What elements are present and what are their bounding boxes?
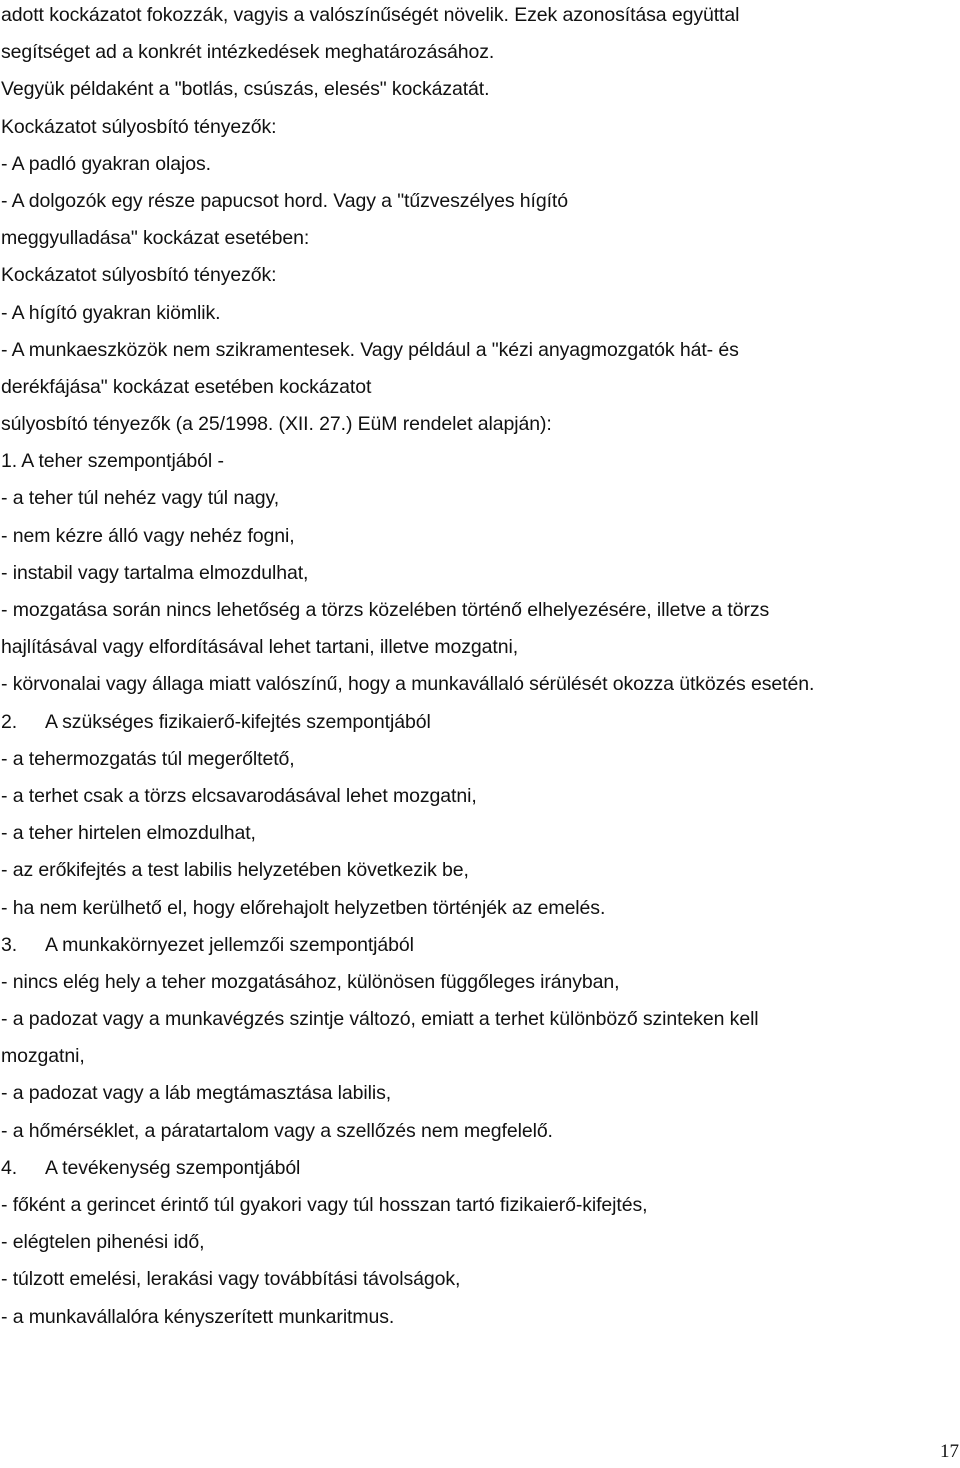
text-line: meggyulladása" kockázat esetében: (1, 227, 310, 250)
text-line: segítséget ad a konkrét intézkedések meghatározásához. (1, 41, 495, 64)
text-line: - nem kézre álló vagy nehéz fogni, (1, 524, 295, 547)
text-line: - körvonalai vagy állaga miatt valószínű, hogy a munkavállaló sérülését okozza ütközés esetén. (1, 673, 815, 696)
text-line: - instabil vagy tartalma elmozdulhat, (1, 561, 309, 584)
text-line: - A munkaeszközök nem szikramentesek. Vagy például a "kézi anyagmozgatók hát- és (1, 338, 739, 361)
text-line: Kockázatot súlyosbító tényezők: (1, 264, 277, 287)
text-line: - a munkavállalóra kényszerített munkaritmus. (1, 1305, 395, 1328)
section-heading-3 (1, 930, 959, 967)
section-number: 3. (1, 933, 18, 956)
section-heading-4 (1, 1153, 959, 1190)
text-line: - A hígító gyakran kiömlik. (1, 301, 221, 324)
text-line: - túlzott emelési, lerakási vagy továbbítási távolságok, (1, 1268, 461, 1291)
text-line: - a tehermozgatás túl megerőltető, (1, 747, 295, 770)
text-line: - a teher túl nehéz vagy túl nagy, (1, 487, 280, 510)
text-line: - a terhet csak a törzs elcsavarodásával lehet mozgatni, (1, 784, 477, 807)
text-line: hajlításával vagy elfordításával lehet tartani, illetve mozgatni, (1, 636, 519, 659)
text-line: Kockázatot súlyosbító tényezők: (1, 115, 277, 138)
text-line: derékfájása" kockázat esetében kockázatot (1, 375, 372, 398)
section-title: A tevékenység szempontjából (45, 1156, 301, 1179)
section-number: 2. (1, 710, 18, 733)
text-line: 1. A teher szempontjából - (1, 450, 224, 473)
page-number: 17 (940, 1441, 959, 1462)
section-heading-2 (1, 707, 959, 744)
text-line: súlyosbító tényezők (a 25/1998. (XII. 27.) EüM rendelet alapján): (1, 413, 552, 436)
text-line: - A padló gyakran olajos. (1, 152, 211, 175)
section-number: 4. (1, 1156, 18, 1179)
text-line: - mozgatása során nincs lehetőség a törzs közelében történő elhelyezésére, illetve a törzs (1, 599, 770, 621)
text-line: Vegyük példaként a "botlás, csúszás, elesés" kockázatát. (1, 78, 490, 101)
text-line: mozgatni, (1, 1045, 85, 1068)
text-line: - az erőkifejtés a test labilis helyzetében következik be, (1, 859, 469, 882)
text-line: - a padozat vagy a munkavégzés szintje változó, emiatt a terhet különböző szinteken kell (1, 1008, 759, 1031)
text-line: adott kockázatot fokozzák, vagyis a valószínűségét növelik. Ezek azonosítása együttal (1, 4, 740, 26)
section-title: A szükséges fizikaierő-kifejtés szempontjából (45, 710, 431, 733)
text-line: - a hőmérséklet, a páratartalom vagy a szellőzés nem megfelelő. (1, 1119, 553, 1142)
text-line: - elégtelen pihenési idő, (1, 1231, 205, 1254)
text-line: - a teher hirtelen elmozdulhat, (1, 822, 256, 845)
text-line: - főként a gerincet érintő túl gyakori vagy túl hosszan tartó fizikaierő-kifejtés, (1, 1194, 648, 1216)
text-line: - a padozat vagy a láb megtámasztása labilis, (1, 1082, 392, 1105)
text-line: - A dolgozók egy része papucsot hord. Vagy a "tűzveszélyes hígító (1, 189, 568, 212)
section-title: A munkakörnyezet jellemzői szempontjából (45, 933, 414, 956)
body-text (1, 0, 959, 1339)
text-line: - ha nem kerülhető el, hogy előrehajolt helyzetben történjék az emelés. (1, 896, 606, 919)
text-line: - nincs elég hely a teher mozgatásához, különösen függőleges irányban, (1, 970, 620, 993)
